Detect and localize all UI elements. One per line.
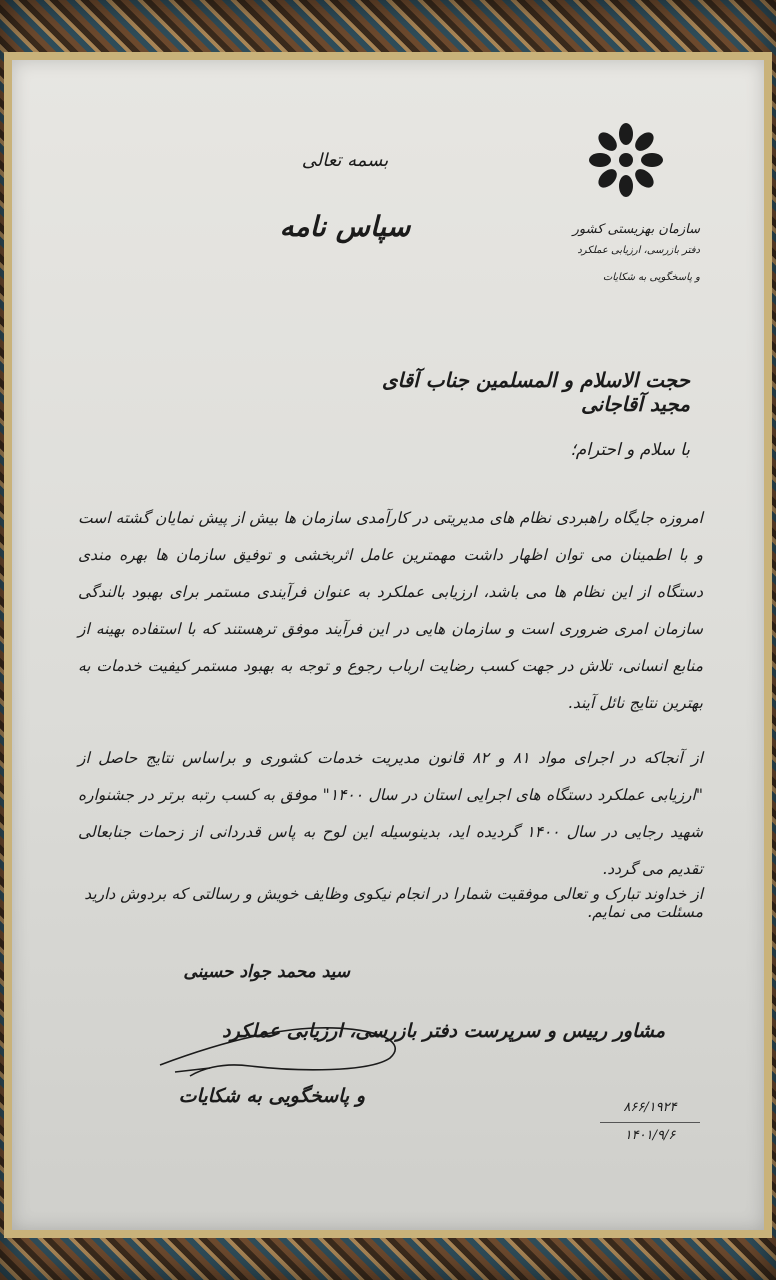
signer-name: سید محمد جواد حسینی bbox=[183, 962, 350, 982]
body-paragraph-2: از آنجاکه در اجرای مواد ۸۱ و ۸۲ قانون مدیریت خدمات کشوری و براساس نتایج حاصل از "ارزیابی عملکرد دستگاه های اجرایی استان در سال ۱۴۰۰" موفق به کسب رتبه برتر در جشنواره شهید رجایی در سال ۱۴۰۰ گردیده اید، بدینوسیله این لوح به پاس قدردانی از زحمات جنابعالی تقدیم می گردد. bbox=[78, 749, 703, 878]
bismillah-heading: بسمه تعالی bbox=[301, 150, 389, 171]
certificate-title: سپاس نامه bbox=[279, 210, 411, 243]
reference-date: ۱۴۰۱/۹/۶ bbox=[624, 1128, 676, 1143]
body-paragraph-1: امروزه جایگاه راهبردی نظام های مدیریتی در کارآمدی سازمان ها بیش از پیش نمایان گشته است و با اطمینان می توان اظهار داشت مهمترین عامل اثربخشی و توفیق سازمان ها بهره مندی دستگاه از این نظام ها می باشد، ارزیابی عملکرد به عنوان فرآیندی مستمر برای بهبود بالندگی سازمان امری ضروری است و سازمان هایی در این فرآیند موفق ترهستند که با استفاده بهینه از منابع انسانی، تلاش در جهت کسب رضایت ارباب رجوع و توجه به بهبود مستمر کیفیت خدمات به بهترین نتایج نائل آیند. bbox=[78, 509, 703, 712]
body-paragraph-3: از خداوند تبارک و تعالی موفقیت شمارا در انجام نیکوی وظایف خویش و رسالتی که بردوش دارید مسئلت می نمایم. bbox=[84, 885, 703, 921]
organization-logo-icon bbox=[586, 120, 666, 200]
reference-divider bbox=[600, 1122, 700, 1123]
organization-name: سازمان بهزیستی کشور bbox=[572, 222, 700, 237]
signer-position-line2: و پاسخگویی به شکایات bbox=[178, 1085, 365, 1107]
signer-position-line1: مشاور رییس و سرپرست دفتر بازرسی، ارزیابی عملکرد bbox=[222, 1020, 665, 1042]
organization-dept-line1: دفتر بازرسی، ارزیابی عملکرد bbox=[577, 245, 700, 256]
organization-dept-line2: و پاسخگویی به شکایات bbox=[602, 272, 700, 283]
reference-number: ۸۶۶/۱۹۲۴ bbox=[623, 1100, 677, 1115]
addressee: حجت الاسلام و المسلمین جناب آقای مجید آقاجانی bbox=[381, 368, 690, 416]
greeting: با سلام و احترام؛ bbox=[570, 440, 690, 460]
handwritten-signature bbox=[140, 1010, 420, 1090]
